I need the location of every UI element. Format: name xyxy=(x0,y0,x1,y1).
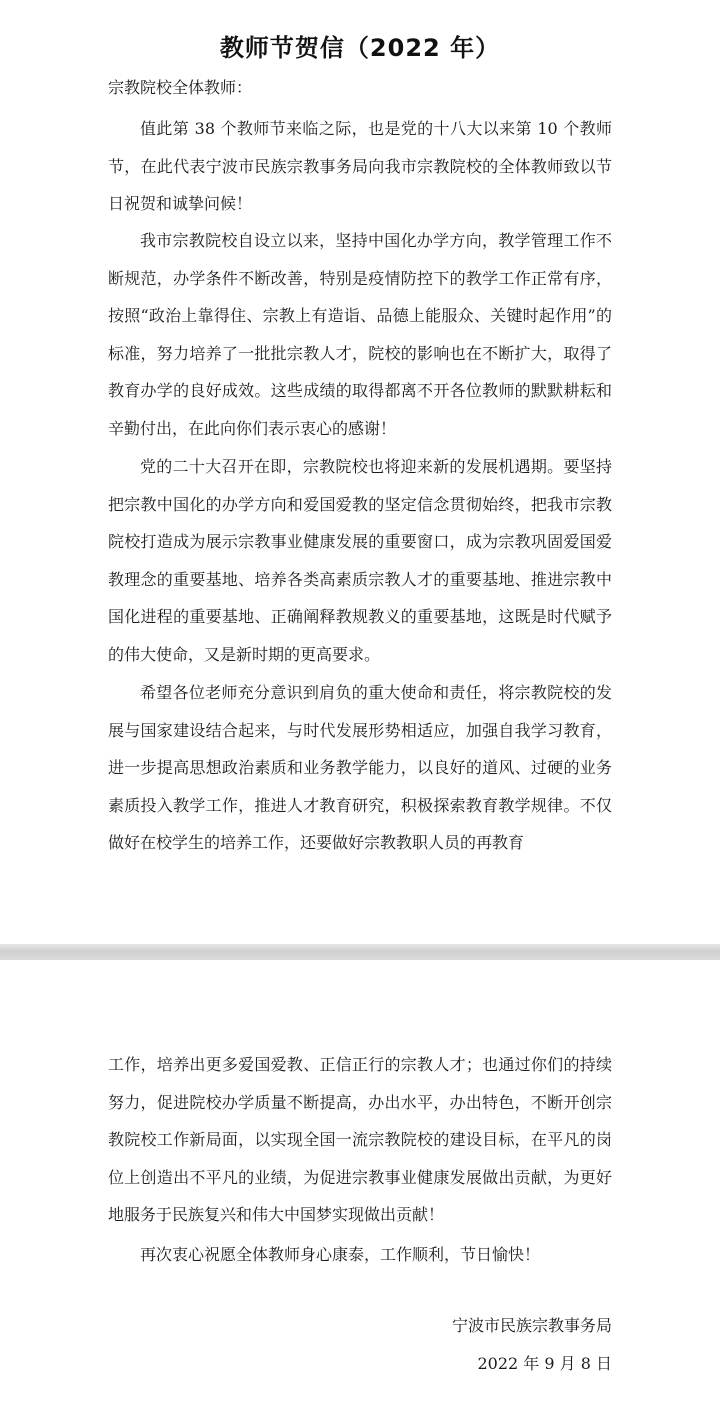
date: 2022 年 9 月 8 日 xyxy=(477,1354,612,1373)
signature: 宁波市民族宗教事务局 xyxy=(451,1316,612,1335)
document-title: 教师节贺信（2022 年） xyxy=(219,34,501,63)
paragraph-4: 希望各位老师充分意识到肩负的重大使命和责任，将宗教院校的发展与国家建设结合起来，与时代发展形势相适应，加强自我学习教育，进一步提高思想政治素质和业务教学能力，以良好的道风、过硬的业务素质投入教学工作，推进人才教育研究，积极探索教育教学规律。不仅做好在校学生的培养工作，还要做好宗教教职人员的再教育 xyxy=(108,683,612,853)
paragraph-2: 我市宗教院校自设立以来，坚持中国化办学方向，教学管理工作不断规范，办学条件不断改善，特别是疫情防控下的教学工作正常有序，按照“政治上靠得住、宗教上有造诣、品德上能服众、关键时起作用”的标准，努力培养了一批批宗教人才，院校的影响也在不断扩大，取得了教育办学的良好成效。这些成绩的取得都离不开各位教师的默默耕耘和辛勤付出，在此向你们表示衷心的感谢！ xyxy=(108,231,612,438)
page-separator xyxy=(0,944,720,960)
paragraph-1: 值此第 38 个教师节来临之际，也是党的十八大以来第 10 个教师节，在此代表宁波市民族宗教事务局向我市宗教院校的全体教师致以节日祝贺和诚挚问候！ xyxy=(108,119,612,214)
paragraph-4-continued: 工作，培养出更多爱国爱教、正信正行的宗教人才；也通过你们的持续努力，促进院校办学质量不断提高，办出水平，办出特色，不断开创宗教院校工作新局面，以实现全国一流宗教院校的建设目标，在平凡的岗位上创造出不平凡的业绩，为促进宗教事业健康发展做出贡献，为更好地服务于民族复兴和伟大中国梦实现做出贡献！ xyxy=(108,1055,612,1225)
salutation: 宗教院校全体教师： xyxy=(108,78,253,97)
paragraph-3: 党的二十大召开在即，宗教院校也将迎来新的发展机遇期。要坚持把宗教中国化的办学方向和爱国爱教的坚定信念贯彻始终，把我市宗教院校打造成为展示宗教事业健康发展的重要窗口，成为宗教巩固爱国爱教理念的重要基地、培养各类高素质宗教人才的重要基地、推进宗教中国化进程的重要基地、正确阐释教规教义的重要基地，这既是时代赋予的伟大使命，又是新时期的更高要求。 xyxy=(108,457,612,664)
paragraph-closing-wish: 再次衷心祝愿全体教师身心康泰，工作顺利，节日愉快！ xyxy=(140,1245,541,1264)
